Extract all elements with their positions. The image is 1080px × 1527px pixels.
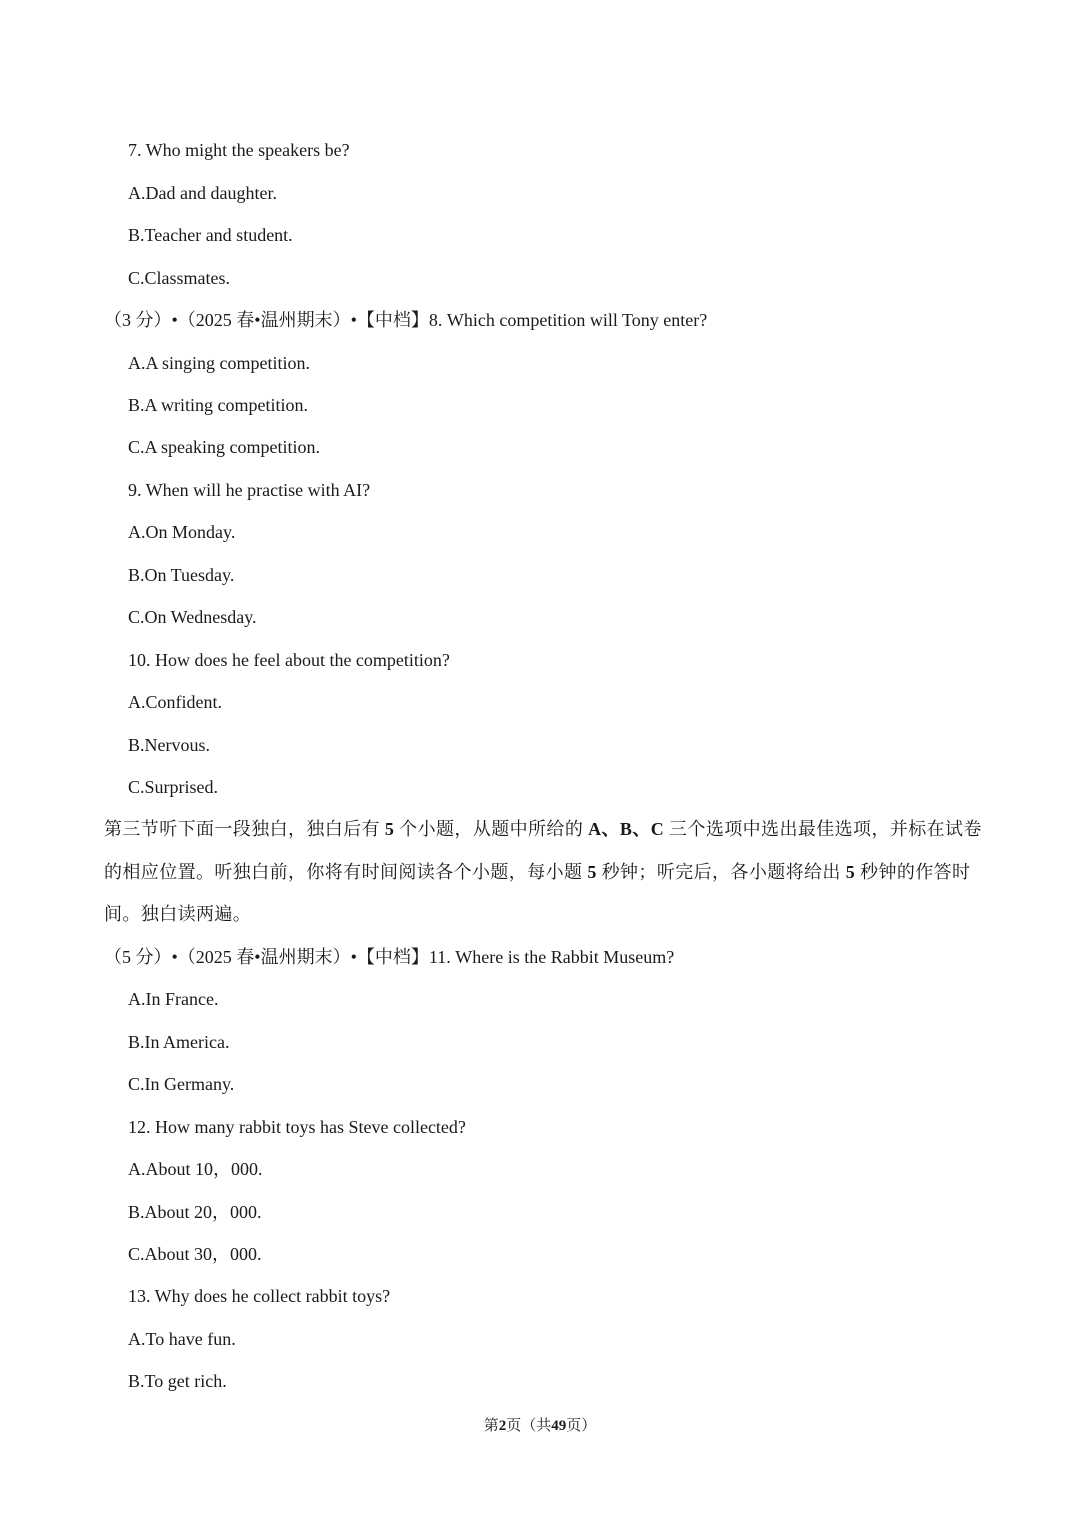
question-12: 12. How many rabbit toys has Steve collected?: [128, 1117, 466, 1137]
option-8c: C.A speaking competition.: [128, 437, 320, 457]
option-12b: B.About 20，000.: [128, 1202, 262, 1222]
page-footer: 第2页（共49页）: [483, 1418, 597, 1434]
option-7a: A.Dad and daughter.: [128, 183, 277, 203]
option-9a: A.On Monday.: [128, 522, 236, 542]
option-10c: C.Surprised.: [128, 777, 218, 797]
question-11: （5 分）•（2025 春•温州期末）•【中档】11. Where is the Rabbit Museum?: [104, 947, 675, 967]
option-10b: B.Nervous.: [128, 735, 210, 755]
option-10a: A.Confident.: [128, 692, 222, 712]
option-11c: C.In Germany.: [128, 1074, 235, 1094]
question-9: 9. When will he practise with AI?: [128, 480, 371, 500]
option-13b: B.To get rich.: [128, 1371, 227, 1391]
option-9b: B.On Tuesday.: [128, 565, 235, 585]
option-13a: A.To have fun.: [128, 1329, 236, 1349]
page-number: 2: [498, 1418, 507, 1434]
option-8b: B.A writing competition.: [128, 395, 308, 415]
option-12a: A.About 10，000.: [128, 1159, 263, 1179]
option-7b: B.Teacher and student.: [128, 225, 293, 245]
option-11a: A.In France.: [128, 989, 219, 1009]
option-7c: C.Classmates.: [128, 268, 230, 288]
option-11b: B.In America.: [128, 1032, 230, 1052]
option-12c: C.About 30，000.: [128, 1244, 262, 1264]
question-13: 13. Why does he collect rabbit toys?: [128, 1286, 391, 1306]
page-total: 49: [551, 1418, 567, 1434]
question-8: （3 分）•（2025 春•温州期末）•【中档】8. Which competition will Tony enter?: [104, 310, 708, 330]
option-8a: A.A singing competition.: [128, 353, 310, 373]
question-10: 10. How does he feel about the competition?: [128, 650, 450, 670]
option-9c: C.On Wednesday.: [128, 607, 257, 627]
section-3-instructions: 第三节听下面一段独白，独白后有 5 个小题，从题中所给的 A、B、C 三个选项中选出最佳选项，并标在试卷的相应位置。听独白前，你将有时间阅读各个小题，每小题 5 秒钟；听完后，各小题将给出 5 秒钟的作答时间。独白读两遍。: [104, 819, 982, 924]
question-7: 7. Who might the speakers be?: [128, 140, 350, 160]
